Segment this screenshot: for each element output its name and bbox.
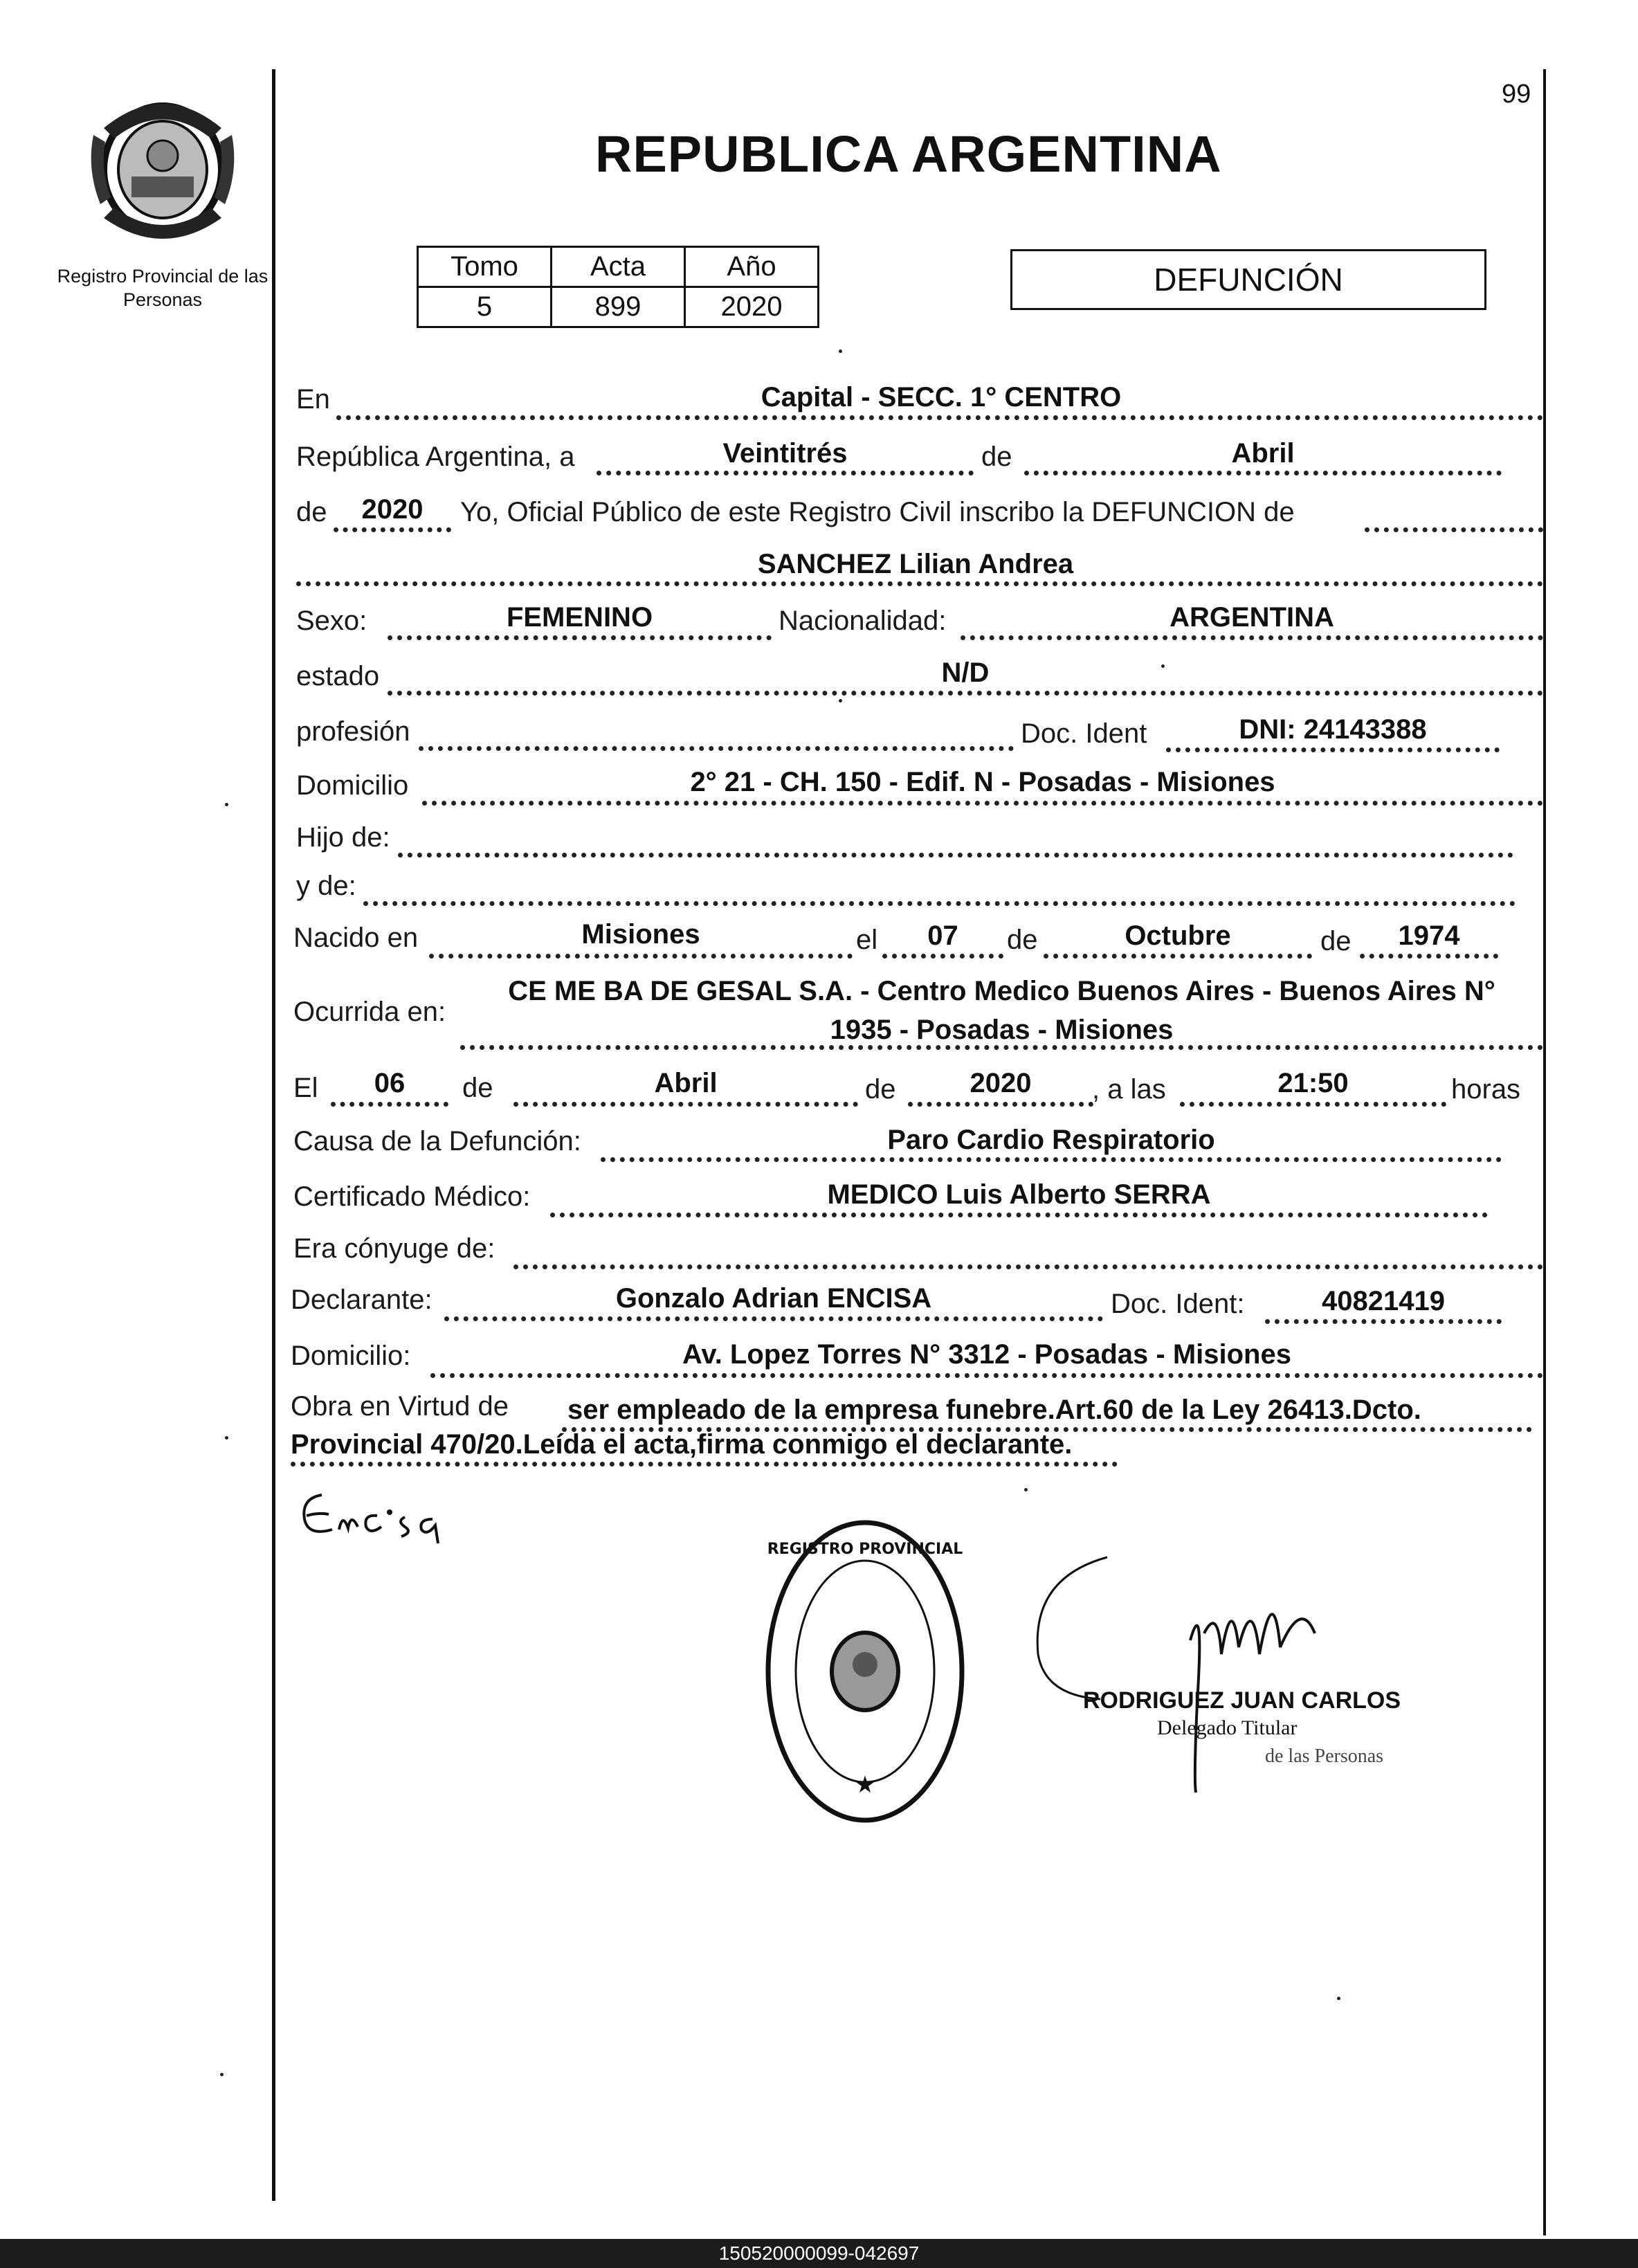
a-las-label: , a las (1092, 1074, 1166, 1105)
decl-doc-label: Doc. Ident: (1111, 1289, 1245, 1319)
table-row (418, 287, 819, 327)
month-value: Abril (1231, 438, 1295, 469)
doc-ident-line (1166, 747, 1500, 752)
header-tomo: Tomo (418, 247, 552, 287)
de-label-3: de (1007, 925, 1038, 955)
birth-day-value: 07 (927, 920, 958, 951)
page-title: REPUBLICA ARGENTINA (595, 125, 1222, 183)
conyuge-label: Era cónyuge de: (293, 1233, 495, 1264)
estado-value: N/D (941, 657, 990, 688)
place-value: Capital - SECC. 1° CENTRO (761, 382, 1122, 412)
page-number: 99 (1502, 80, 1531, 109)
de-label-2: de (296, 497, 327, 527)
ocurrida-line (460, 1045, 1543, 1050)
provincial-seal-logo (83, 87, 242, 253)
causa-line (601, 1157, 1502, 1162)
obra-line1-value: ser empleado de la empresa funebre.Art.60 de la Ley 26413.Dcto. (567, 1395, 1421, 1425)
decl-domicilio-value: Av. Lopez Torres N° 3312 - Posadas - Misiones (682, 1339, 1291, 1370)
de-label-6: de (865, 1074, 896, 1105)
deceased-name-line (296, 581, 1543, 586)
ocurrida-line1-value: CE ME BA DE GESAL S.A. - Centro Medico Buenos Aires - Buenos Aires N° (508, 976, 1495, 1006)
nacido-en-line (429, 954, 853, 959)
profesion-label: profesión (296, 716, 410, 747)
scan-mark (1024, 1488, 1028, 1491)
republic-label: República Argentina, a (296, 442, 575, 472)
birth-year-line (1360, 954, 1498, 959)
birth-year-value: 1974 (1398, 920, 1460, 951)
record-type-box: DEFUNCIÓN (1010, 249, 1486, 310)
scan-mark (839, 699, 842, 702)
header-anio: Año (685, 247, 819, 287)
nacionalidad-label: Nacionalidad: (779, 606, 947, 636)
birth-month-line (1044, 954, 1312, 959)
official-name: RODRIGUEZ JUAN CARLOS (1083, 1687, 1401, 1714)
doc-ident-label: Doc. Ident (1021, 718, 1147, 749)
svg-text:REGISTRO PROVINCIAL: REGISTRO PROVINCIAL (767, 1541, 963, 1558)
record-table (417, 246, 819, 328)
sexo-label: Sexo: (296, 606, 367, 636)
death-day-line (331, 1102, 448, 1107)
death-year-line (908, 1102, 1093, 1107)
sexo-line (388, 635, 772, 640)
value-anio: 2020 (685, 287, 819, 327)
footer-code: 150520000099-042697 (0, 2239, 1638, 2268)
certificado-value: MEDICO Luis Alberto SERRA (827, 1179, 1211, 1210)
scan-mark (225, 803, 228, 806)
death-month-value: Abril (654, 1068, 718, 1098)
causa-value: Paro Cardio Respiratorio (887, 1125, 1215, 1155)
decl-domicilio-label: Domicilio: (291, 1341, 411, 1371)
place-line (336, 415, 1543, 420)
el-label: el (856, 925, 878, 955)
day-words-value: Veintitrés (722, 438, 848, 469)
registry-label: Registro Provincial de las Personas (57, 266, 269, 310)
deceased-name-value: SANCHEZ Lilian Andrea (757, 549, 1074, 579)
domicilio-value: 2° 21 - CH. 150 - Edif. N - Posadas - Misiones (690, 767, 1275, 797)
scan-mark (220, 2073, 224, 2076)
death-day-value: 06 (374, 1068, 406, 1098)
declarante-line (444, 1316, 1103, 1321)
declarante-value: Gonzalo Adrian ENCISA (615, 1283, 932, 1314)
scan-mark (1337, 1997, 1340, 2000)
nacionalidad-line (961, 635, 1543, 640)
de-label-4: de (1320, 926, 1352, 956)
estado-line (388, 691, 1543, 696)
declarante-label: Declarante: (291, 1285, 433, 1315)
hijo-label: Hijo de: (296, 822, 390, 853)
ocurrida-label: Ocurrida en: (293, 997, 446, 1027)
official-role: Delegado Titular (1157, 1716, 1298, 1739)
scan-mark (839, 350, 842, 353)
conyuge-line (513, 1264, 1543, 1269)
decl-doc-line (1265, 1319, 1502, 1324)
official-stamp (761, 1516, 969, 1827)
nacido-label: Nacido en (293, 923, 419, 953)
scan-mark (1161, 664, 1165, 668)
doc-ident-value: DNI: 24143388 (1239, 714, 1427, 745)
death-time-line (1180, 1102, 1446, 1107)
death-year-value: 2020 (970, 1068, 1032, 1098)
declarant-signature (294, 1481, 467, 1550)
sexo-value: FEMENINO (506, 602, 653, 633)
left-margin-rule (272, 69, 275, 2201)
y-de-label: y de: (296, 871, 356, 901)
month-line (1024, 471, 1502, 475)
value-acta: 899 (552, 287, 685, 327)
domicilio-label: Domicilio (296, 770, 409, 801)
nacido-en-value: Misiones (581, 919, 700, 950)
estado-label: estado (296, 661, 380, 691)
day-words-line (597, 471, 974, 475)
de-label-5: de (462, 1073, 493, 1103)
obra-line2-value: Provincial 470/20.Leída el acta,firma conmigo el declarante. (291, 1429, 1073, 1460)
ocurrida-line2-value: 1935 - Posadas - Misiones (830, 1015, 1174, 1045)
de-label-1: de (981, 442, 1012, 472)
table-header-row (418, 247, 819, 287)
year-value: 2020 (361, 494, 424, 525)
year-line (334, 527, 451, 532)
header-acta: Acta (552, 247, 685, 287)
horas-label: horas (1451, 1074, 1521, 1105)
en-label: En (296, 384, 330, 415)
certificado-label: Certificado Médico: (293, 1181, 531, 1212)
birth-day-line (882, 954, 1003, 959)
statement-tail-line (1365, 527, 1543, 532)
death-month-line (513, 1102, 858, 1107)
decl-domicilio-line (430, 1373, 1543, 1378)
svg-text:★: ★ (854, 1771, 876, 1799)
hijo-line (398, 853, 1513, 858)
el-cap-label: El (293, 1073, 318, 1103)
y-de-line (363, 901, 1516, 906)
domicilio-line (422, 801, 1543, 806)
death-time-value: 21:50 (1277, 1068, 1349, 1098)
certificado-line (550, 1213, 1488, 1217)
decl-doc-value: 40821419 (1322, 1286, 1445, 1316)
causa-label: Causa de la Defunción: (293, 1126, 581, 1156)
profesion-line (419, 746, 1014, 751)
scan-mark (225, 1436, 228, 1440)
statement-text: Yo, Oficial Público de este Registro Civil inscribo la DEFUNCION de (460, 497, 1295, 527)
birth-month-value: Octubre (1125, 920, 1231, 951)
right-margin-rule (1543, 69, 1546, 2235)
obra-line2 (291, 1462, 1118, 1467)
obra-label: Obra en Virtud de (291, 1391, 509, 1422)
nacionalidad-value: ARGENTINA (1170, 602, 1334, 633)
official-sub: de las Personas (1265, 1745, 1384, 1767)
value-tomo: 5 (418, 287, 552, 327)
